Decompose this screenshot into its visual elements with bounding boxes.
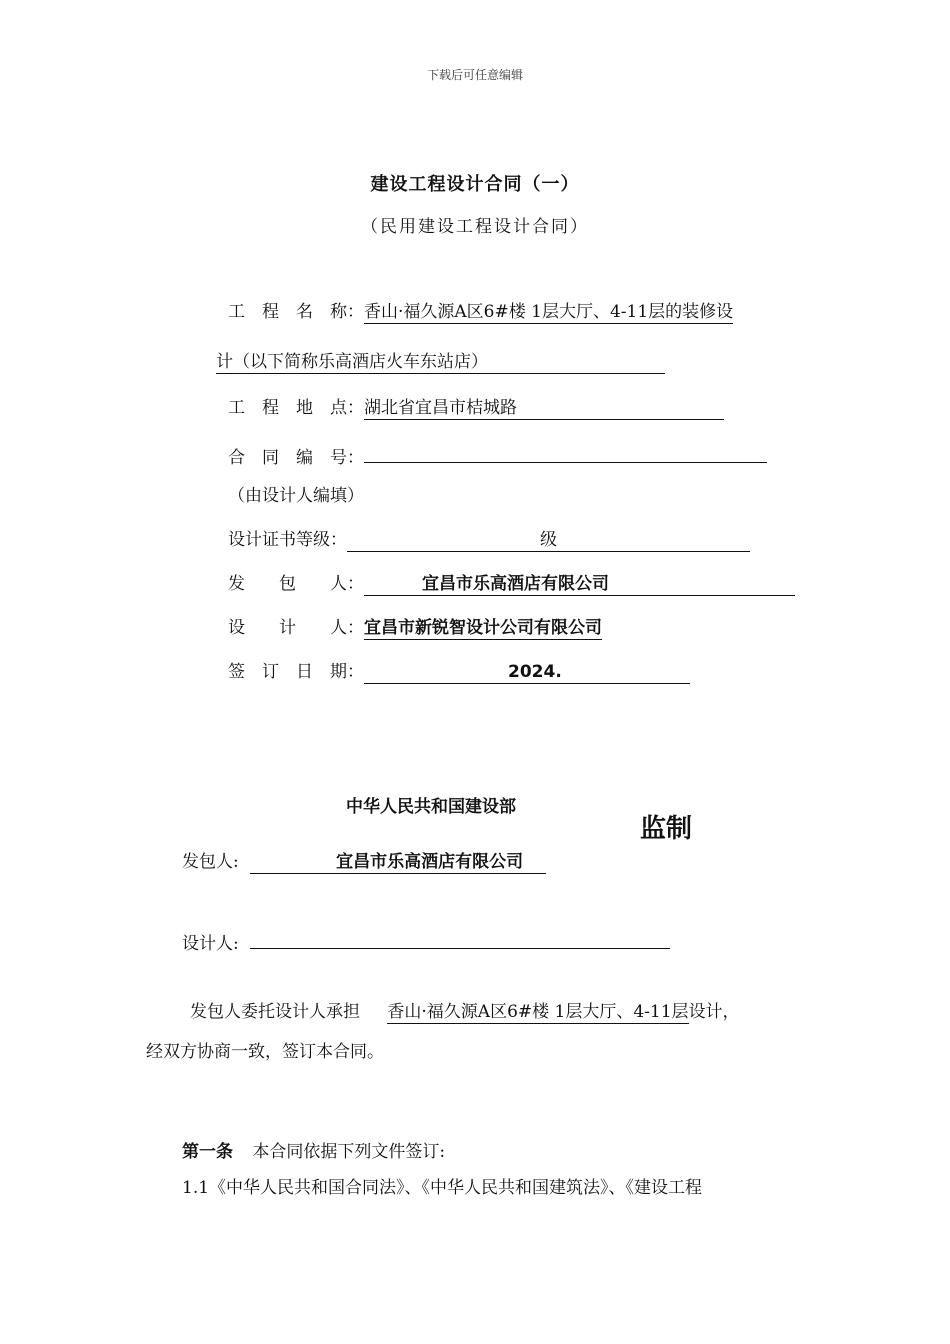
- party-designer-label: 设计人:: [182, 934, 239, 954]
- contract-number-label: 合 同 编 号：: [228, 448, 364, 468]
- paragraph-1-prefix: 发包人委托设计人承担: [190, 1002, 360, 1022]
- article-1-clause-1: 1.1《中华人民共和国合同法》、《中华人民共和国建筑法》、《建设工程: [182, 1178, 703, 1198]
- page-header-note: 下载后可任意编辑: [426, 68, 523, 82]
- client-row: [228, 572, 795, 596]
- designer-value: 宜昌市新锐智设计公司有限公司: [364, 618, 602, 638]
- project-name-row: [228, 300, 733, 324]
- document-title: 建设工程设计合同（一）: [370, 174, 580, 195]
- client-label: 发 包 人：: [228, 574, 364, 594]
- party-client-row: [182, 850, 546, 874]
- sign-date-value: 2024.: [508, 662, 562, 682]
- sign-date-wrap: [364, 661, 690, 684]
- designer-row: [228, 616, 602, 640]
- sign-date-label: 签 订 日 期：: [228, 662, 364, 682]
- project-name-label: 工 程 名 称：: [228, 302, 364, 322]
- document-subtitle: （民用建设工程设计合同）: [361, 217, 589, 237]
- project-location-value: 湖北省宜昌市桔城路: [364, 397, 724, 420]
- cert-grade-row: [228, 528, 750, 552]
- party-client-value: 宜昌市乐高酒店有限公司: [336, 852, 524, 872]
- sign-date-row: [228, 660, 690, 684]
- party-client-wrap: [250, 851, 546, 874]
- article-1-text: 本合同依据下列文件签订:: [252, 1142, 446, 1162]
- paragraph-1-line-1: [190, 1000, 740, 1024]
- supervised-stamp: 监制: [640, 814, 693, 844]
- client-value: 宜昌市乐高酒店有限公司: [422, 574, 609, 594]
- article-1-row: [182, 1140, 445, 1164]
- project-name-value-cont: 计（以下简称乐高酒店火车东站店）: [216, 351, 665, 374]
- paragraph-1-line-2: 经双方协商一致，签订本合同。: [146, 1042, 384, 1062]
- contract-number-note: （由设计人编填）: [228, 486, 364, 506]
- project-location-label: 工 程 地 点：: [228, 398, 364, 418]
- paragraph-1-project: 香山·福久源A区6#楼 1层大厅、4-11层: [387, 1002, 689, 1022]
- paragraph-1-suffix: 设计，: [688, 1002, 740, 1022]
- party-designer-value: [250, 926, 670, 949]
- cert-grade-value: 级: [347, 529, 750, 552]
- ministry-name: 中华人民共和国建设部: [346, 797, 516, 817]
- party-designer-row: [182, 926, 670, 954]
- project-name-value: 香山·福久源A区6#楼 1层大厅、4-11层的装修设: [364, 302, 734, 322]
- project-location-row: [228, 396, 724, 420]
- contract-number-row: [228, 440, 767, 468]
- cert-grade-label: 设计证书等级：: [228, 530, 347, 550]
- contract-number-value: [364, 440, 767, 463]
- party-client-label: 发包人:: [182, 852, 239, 872]
- article-1-heading: 第一条: [182, 1142, 233, 1162]
- designer-label: 设 计 人：: [228, 618, 364, 638]
- client-value-wrap: [364, 573, 795, 596]
- project-name-row-2: [216, 350, 665, 374]
